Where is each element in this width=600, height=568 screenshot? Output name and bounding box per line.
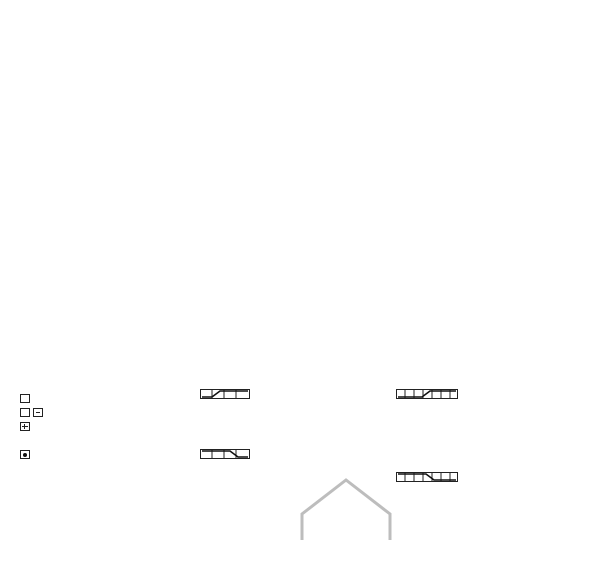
cross-left-symbol-icon — [200, 389, 250, 399]
cable-front-symbol-icon — [396, 472, 458, 482]
knit-symbol-icon — [20, 394, 30, 403]
chart-left-side — [10, 205, 570, 370]
chart-right-side — [28, 14, 573, 182]
knit-symbol-icon — [20, 408, 30, 417]
edge-symbol-icon — [20, 422, 30, 431]
nika-logo-icon — [296, 474, 396, 544]
bobble-symbol-icon — [20, 450, 30, 459]
purl-symbol-icon — [33, 408, 43, 417]
cable-back-symbol-icon — [396, 389, 458, 399]
cross-right-symbol-icon — [200, 449, 250, 459]
